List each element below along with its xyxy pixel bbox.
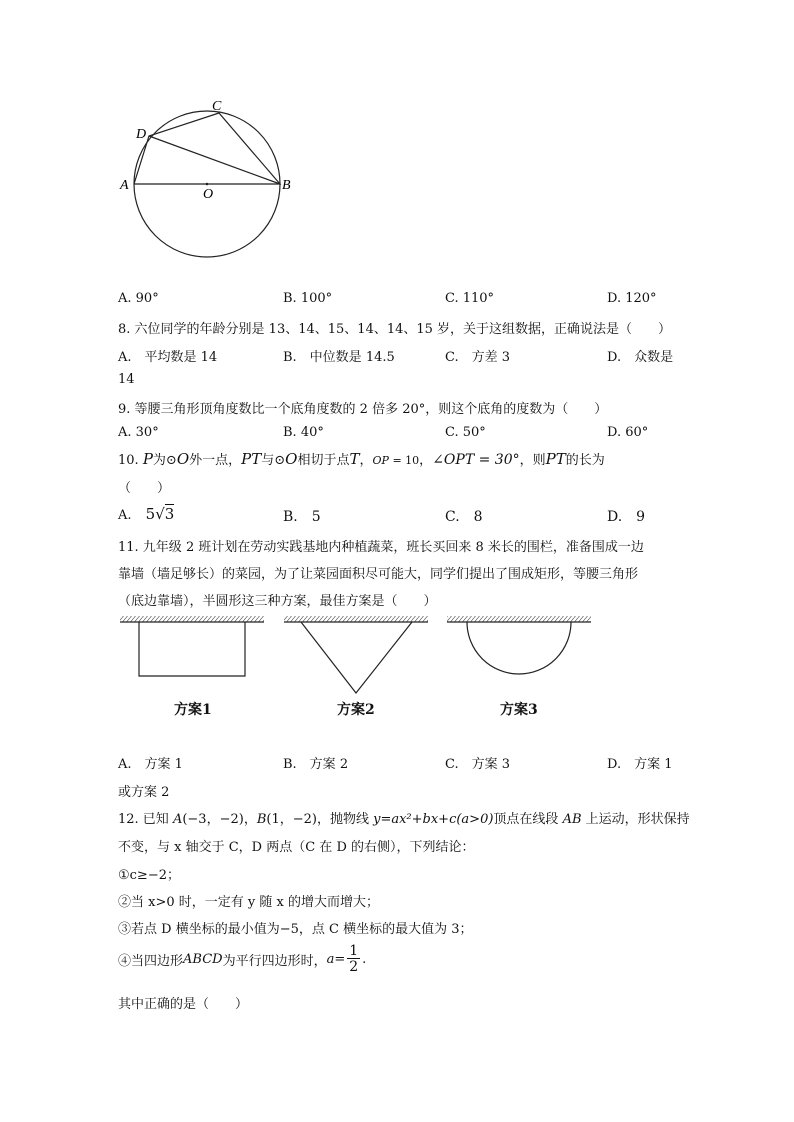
q10-opt-d: D. 9 [607,509,646,525]
q10-p: P [142,450,153,468]
q12-c4 [118,944,366,974]
plan3-semicircle [467,622,571,674]
q9-opt-d: D. 60° [607,425,649,440]
q10-t3: 与⊙ [261,453,286,468]
q10-opt-b: B. 5 [283,509,321,525]
wall-1 [120,616,264,622]
label-a: A [120,178,129,193]
q9-stem: 9. 等腰三角形顶角度数比一个底角度数的 2 倍多 20°，则这个底角的度数为（ ） [118,402,608,417]
q10-num: 10. [118,453,139,468]
q9-opt-a: A. 30° [118,425,159,440]
q12-stem-c: 上运动，形状保持 [581,812,690,827]
chord-db [149,136,280,184]
fraction-half [347,944,360,974]
plan3-label: 方案3 [500,702,538,718]
q12-B: B [256,812,267,827]
q10-opt-a [118,505,174,523]
q11-line2: 靠墙（墙足够长）的菜园，为了让菜园面积尽可能大，同学们提出了围成矩形，等腰三角形 [118,567,639,582]
q8-opt-b: B. 中位数是 14.5 [283,350,395,365]
q12-c4-mid: 为平行四边形时， [222,953,327,969]
q8-opt-a: A. 平均数是 14 [118,350,218,365]
q8-opt-c: C. 方差 3 [445,350,511,365]
wall-3 [447,616,591,622]
label-b: B [282,178,291,193]
q10-angle: ∠OPT = 30° [432,452,520,468]
q10-stem [118,449,605,468]
q10-t7: ，则 [519,453,546,468]
label-c: C [212,99,222,114]
q12-c4-a: a= [326,951,346,967]
q12-footer: 其中正确的是（ ） [118,997,249,1012]
q10-t6: ， [419,453,433,468]
q10-tpt: T [349,450,360,468]
q10-o2: O [285,450,298,468]
q12-stem [118,808,690,827]
q9-opt-b: B. 40° [283,425,324,440]
q11-cont: 或方案 2 [118,785,170,800]
q10-opt-a-rad: 3 [164,505,175,523]
q10-opt-a-prefix: A. [118,508,132,523]
q10-paren: （ ） [118,481,171,496]
q11-line1: 11. 九年级 2 班计划在劳动实践基地内种植蔬菜，班长买回来 8 米长的围栏，准备围成一边 [118,540,644,555]
q12-stem-b: 顶点在线段 [493,812,563,827]
q11-opt-b: B. 方案 2 [283,757,349,772]
q10-t1: 为⊙ [152,453,177,468]
plan2-triangle [301,622,412,693]
q10-pt2: PT [545,450,566,468]
q12-eq: y=ax²+bx+c(a>0) [373,812,494,827]
q7-opt-a: A. 90° [118,291,159,306]
quadrilateral-adcb [134,113,280,184]
q12-c1: ①c≥−2； [118,868,180,883]
q12-c3: ③若点 D 横坐标的最小值为−5，点 C 横坐标的最大值为 3； [118,922,473,937]
q8-stem: 8. 六位同学的年龄分别是 13、14、15、14、14、15 岁，关于这组数据，正确说法是（ ） [118,322,672,337]
wall-2 [284,616,428,622]
q12-A: A [172,812,183,827]
q10-opt-c: C. 8 [445,509,483,525]
q7-opt-d: D. 120° [607,291,657,306]
q8-opt-d: D. 众数是 [607,350,674,365]
q12-line2: 不变，与 x 轴交于 C，D 两点（C 在 D 的右侧），下列结论： [118,840,475,855]
q11-opt-d: D. 方案 1 [607,757,673,772]
q10-t8: 的长为 [565,453,605,468]
q8-cont: 14 [118,372,135,387]
q11-line3: （底边靠墙），半圆形这三种方案，最佳方案是（ ） [118,594,437,609]
label-o: O [203,187,214,202]
q9-opt-c: C. 50° [445,425,486,440]
q10-opt-a-coef: 5 [145,505,156,523]
q10-op: OP [372,454,389,467]
q10-t5: ， [359,453,373,468]
plan1-rectangle [139,622,245,676]
q10-o1: O [176,450,190,468]
q10-t4: 相切于点 [297,453,350,468]
q12-AB: AB [562,812,582,827]
q10-opval: = 10 [388,454,420,467]
plan1-label: 方案1 [174,702,212,718]
q12-c2: ②当 x>0 时，一定有 y 随 x 的增大而增大； [118,895,379,910]
q12-stem-a: 12. 已知 [118,812,173,827]
q10-t2: 外一点， [189,453,242,468]
q7-opt-c: C. 110° [445,291,495,306]
q12-c4-abcd: ABCD [183,951,223,967]
q12-c4-pre: ④当四边形 [118,953,184,969]
q12-b-coord: (1，−2)，抛物线 [266,812,374,827]
sqrt-icon: √ [155,505,165,523]
plan2-label: 方案2 [337,702,375,718]
q11-opt-c: C. 方案 3 [445,757,511,772]
fraction-den: 2 [349,959,359,975]
circle-figure [112,94,302,264]
q12-a-coord: (−3，−2)， [182,812,257,827]
q12-c4-end: . [362,951,367,967]
q10-pt1: PT [241,450,262,468]
q7-opt-b: B. 100° [283,291,333,306]
center-dot [206,183,209,186]
label-d: D [136,127,147,142]
q11-opt-a: A. 方案 1 [118,757,183,772]
fraction-num: 1 [349,943,359,959]
